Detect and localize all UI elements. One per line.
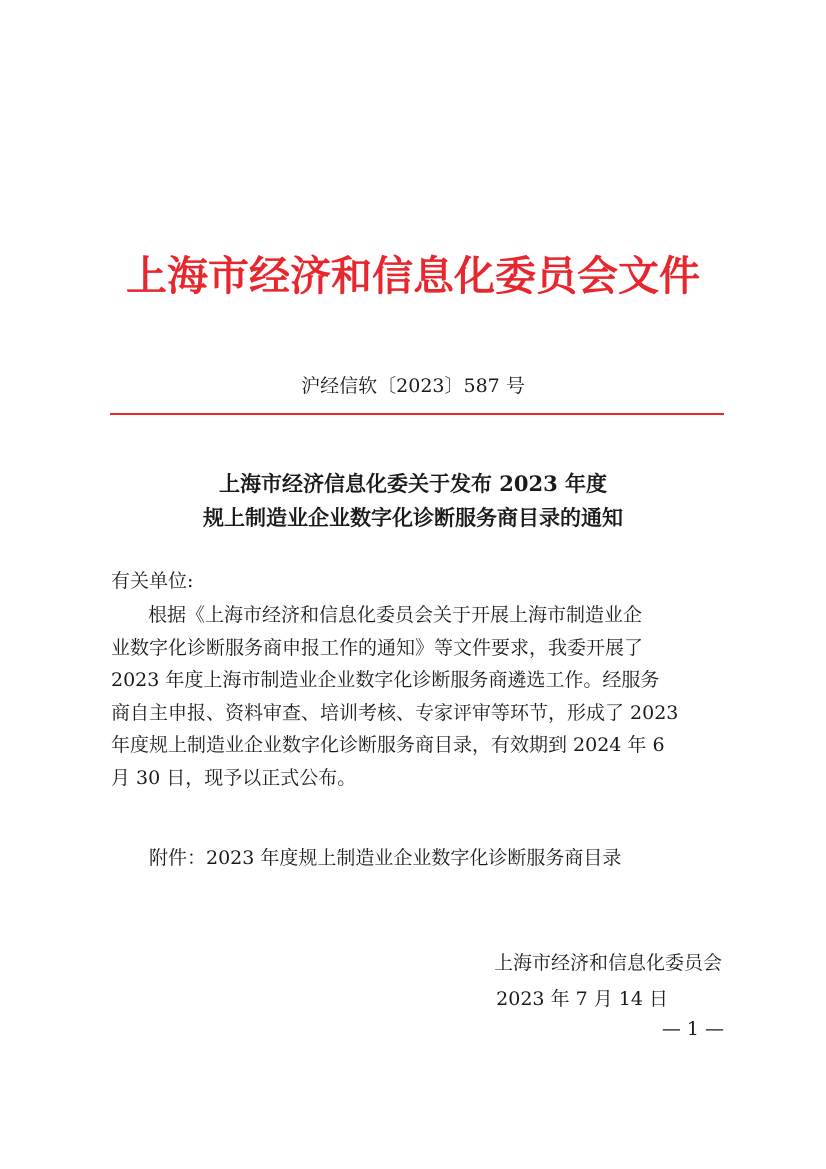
issuer-name: 上海市经济和信息化委员会 [493,952,722,974]
salutation: 有关单位: [111,570,194,592]
masthead-title: 上海市经济和信息化委员会文件 [126,252,700,300]
notice-title-line-1: 上海市经济信息化委关于发布 2023 年度 [218,471,608,496]
document-number: 沪经信软〔2023〕587 号 [301,375,525,397]
body-line: 月 30 日，现予以正式公布。 [111,766,357,789]
page-number: — 1 — [661,1018,724,1040]
red-divider [110,413,724,415]
attachment-note: 附件：2023 年度规上制造业企业数字化诊断服务商目录 [149,847,622,869]
issue-date: 2023 年 7 月 14 日 [496,988,668,1010]
body-line: 年度规上制造业企业数字化诊断服务商目录，有效期到 2024 年 6 [111,734,665,757]
notice-title [100,467,726,535]
body-line: 商自主申报、资料审查、培训考核、专家评审等环节，形成了 2023 [111,701,679,724]
body-line: 业数字化诊断服务商申报工作的通知》等文件要求，我委开展了 [111,636,644,659]
body-paragraph [111,599,723,795]
body-line: 根据《上海市经济和信息化委员会关于开展上海市制造业企 [148,604,643,626]
body-line: 2023 年度上海市制造业企业数字化诊断服务商遴选工作。经服务 [111,669,660,692]
notice-title-line-2: 规上制造业企业数字化诊断服务商目录的通知 [203,505,623,530]
